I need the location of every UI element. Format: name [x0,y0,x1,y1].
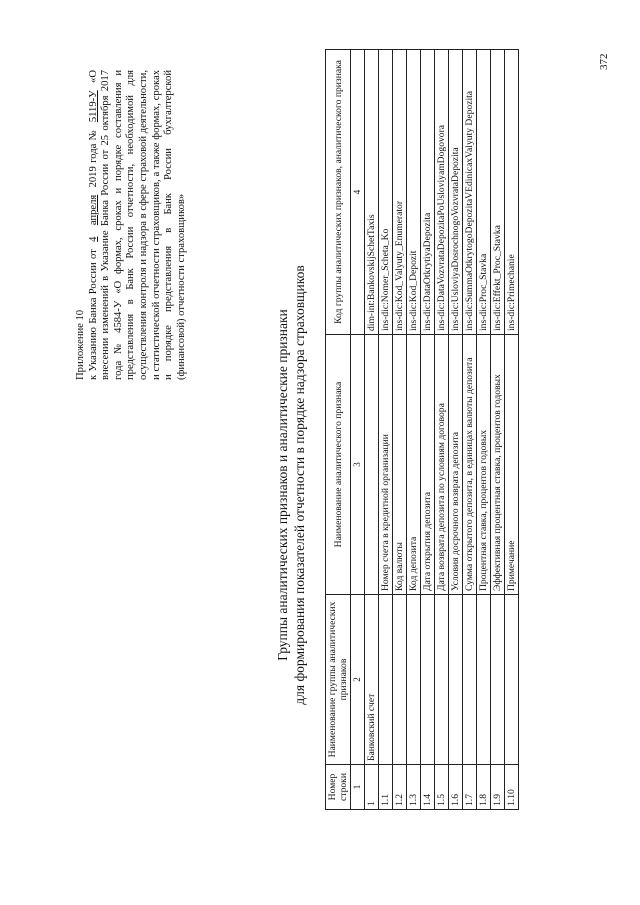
appendix-number: 5119-У [87,90,99,123]
row-feature: Процентная ставка, процентов годовых [477,335,491,595]
table-row [463,50,477,810]
header-code: Код группы аналитических признаков, аналитического признака [326,50,351,335]
row-code: ins-dic:Primechanie [505,50,519,335]
table-row [393,50,407,810]
document-title-line2: для формирования показателей отчетности в порядке надзора страховщиков [292,265,307,705]
header-row-number: Номер строки [326,765,351,810]
row-feature: Дата возврата депозита по условиям договора [435,335,449,595]
appendix-text: «О внесении изменений в Указание Банка России от 25 октября 2017 года № 4584-У «О формах, сроках и порядке составления и представления в Банк России отчетности, необходимой для осуществления контроля и надзора в сфере страховой деятельности, и статистической отчетности страховщиков, а также формах, сроках и порядке представления в Банк России бухгалтерской (финансовой) отчетности страховщиков» [87,70,187,380]
table-column-numbers [351,50,365,810]
header-feature-name: Наименование аналитического признака [326,335,351,595]
row-group [449,595,463,765]
col-number: 1 [351,765,365,810]
document-title-line1: Группы аналитических признаков и аналитические признаки [275,309,290,661]
row-code: ins-dic:Nomer_Scheta_Ko [379,50,393,335]
appendix-month: апреля [87,194,99,226]
row-number: 1.1 [379,765,393,810]
row-number: 1.3 [407,765,421,810]
row-code: ins-dic:UsloviyaDosrochnogoVozvrataDepozita [449,50,463,335]
appendix-number-prefix: № [87,129,99,141]
header-group-name: Наименование группы аналитических признаков [326,595,351,765]
row-feature: Сумма открытого депозита, в единицах валюты депозита [463,335,477,595]
appendix-reference [88,70,189,380]
row-feature: Код депозита [407,335,421,595]
row-feature: Код валюты [393,335,407,595]
col-number: 3 [351,335,365,595]
row-number: 1.9 [491,765,505,810]
table-row [365,50,379,810]
row-code: ins-dic:Effekt_Proc_Stavka [491,50,505,335]
row-group [491,595,505,765]
table-row [407,50,421,810]
table-row [449,50,463,810]
appendix-line1: Приложение 10 [75,309,86,380]
row-feature: Условия досрочного возврата депозита [449,335,463,595]
table-row [421,50,435,810]
row-group: Банковский счет [365,595,379,765]
table-row [435,50,449,810]
table-header-row [326,50,351,810]
appendix-year: 2019 года [87,143,99,188]
appendix-prefix: к Указанию Банка России от [87,249,99,380]
row-number: 1.7 [463,765,477,810]
table-row [379,50,393,810]
row-feature: Примечание [505,335,519,595]
row-feature [365,335,379,595]
row-code: ins-dic:DataVozvrataDepozitaPoUsloviyamDogovora [435,50,449,335]
row-group [435,595,449,765]
row-code: ins-dic:SummaOtkrytogoDepozitaVEdinicaxValyuty Depozita [463,50,477,335]
row-group [421,595,435,765]
row-feature: Эффективная процентная ставка, процентов годовых [491,335,505,595]
row-number: 1.10 [505,765,519,810]
row-feature: Номер счета в кредитной организации [379,335,393,595]
col-number: 2 [351,595,365,765]
table-row [491,50,505,810]
row-code: ins-dic:Kod_Valyuty_Enumerator [393,50,407,335]
row-code: ins-dic:Kod_Depozit [407,50,421,335]
row-group [407,595,421,765]
row-number: 1.2 [393,765,407,810]
page-number: 372 [598,53,610,70]
row-code: ins-dic:DataOtkrytiyaDepozita [421,50,435,335]
row-group [477,595,491,765]
row-number: 1.5 [435,765,449,810]
row-number: 1.6 [449,765,463,810]
appendix-day: 4 [87,236,99,242]
row-number: 1.8 [477,765,491,810]
col-number: 4 [351,50,365,335]
row-feature: Дата открытия депозита [421,335,435,595]
table-row [477,50,491,810]
analytics-table [325,49,519,810]
table-row [505,50,519,810]
row-group [379,595,393,765]
row-code: ins-dic:Proc_Stavka [477,50,491,335]
row-group [463,595,477,765]
row-number: 1.4 [421,765,435,810]
appendix-header [75,70,188,380]
row-code: dim-int:BankovskijSchetTaxis [365,50,379,335]
row-group [505,595,519,765]
row-group [393,595,407,765]
row-number: 1 [365,765,379,810]
